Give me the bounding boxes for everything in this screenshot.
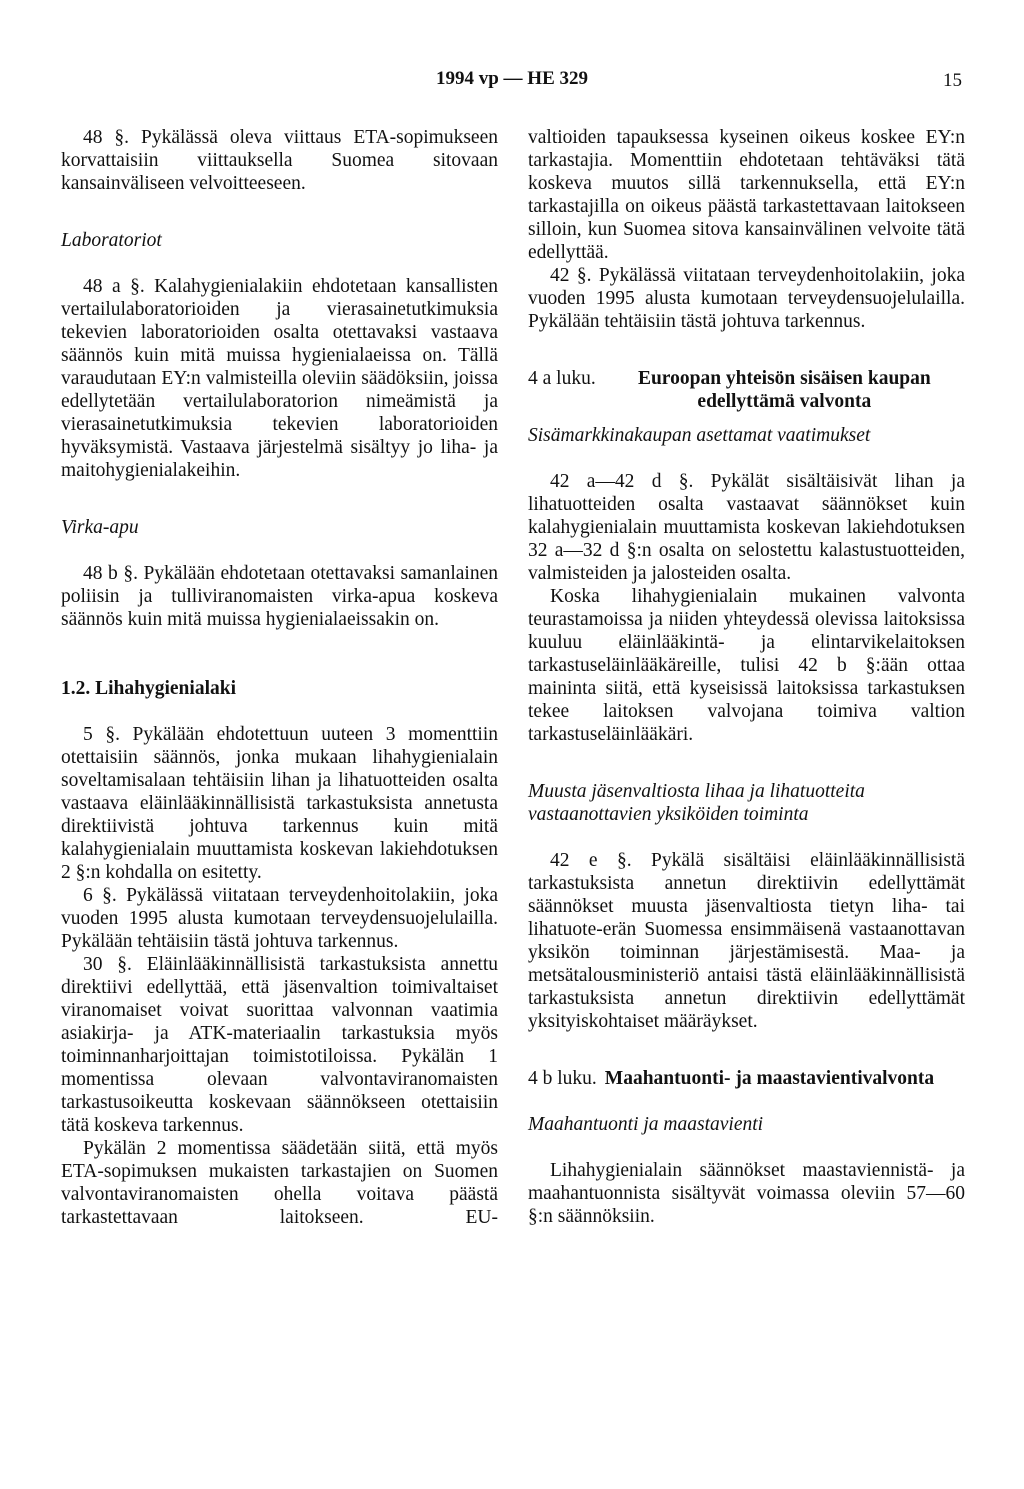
- chapter-heading-4a: [528, 367, 965, 413]
- left-column: [61, 126, 498, 1229]
- section-heading-lihahygienialaki: 1.2. Lihahygienialaki: [61, 678, 237, 699]
- chapter-title-4a: Euroopan yhteisön sisäisen kaupan edellyttämä valvonta: [637, 368, 931, 412]
- chapter-number-4a: 4 a luku.: [528, 368, 596, 389]
- heading-muusta-jasenvaltiosta: Muusta jäsenvaltiosta lihaa ja lihatuotteita vastaanottavien yksiköiden toiminta: [528, 781, 865, 825]
- paragraph-42a-42d: 42 a—42 d §. Pykälät sisältäisivät lihan ja lihatuotteiden osalta vastaavat säännökset kuin kalahygienialain muuttamista koskevan lakiehdotuksen 32 a—32 d §:n osalta on selostettu kalastustuotteiden, valmisteiden ja jalosteiden osalta.: [528, 471, 965, 584]
- paragraph-42: 42 §. Pykälässä viitataan terveydenhoitolakiin, joka vuoden 1995 alusta kumotaan terveydensuojelulailla. Pykälään tehtäisiin tästä johtuva tarkennus.: [528, 265, 965, 332]
- heading-maahantuonti: Maahantuonti ja maastavienti: [528, 1114, 764, 1135]
- paragraph-6: 6 §. Pykälässä viitataan terveydenhoitolakiin, joka vuoden 1995 alusta kumotaan terveydensuojelulailla. Pykälään tehtäisiin tästä johtuva tarkennus.: [61, 885, 498, 952]
- chapter-number-4b: 4 b luku.: [528, 1068, 597, 1089]
- chapter-heading-4b: [528, 1067, 965, 1090]
- heading-laboratoriot: Laboratoriot: [61, 230, 162, 251]
- paragraph-koska: Koska lihahygienialain mukainen valvonta teurastamoissa ja niiden yhteydessä olevissa laitoksissa kuuluu eläinlääkintä- ja elintarvikelaitoksen tarkastuseläinlääkäreille, tulisi 42 b §:ään ottaa maininta siitä, että kyseisissä laitoksissa tarkastuksen tekee laitoksen valvojana toimiva valtion tarkastuseläinlääkäri.: [528, 586, 965, 745]
- paragraph-48b: 48 b §. Pykälään ehdotetaan otettavaksi samanlainen poliisin ja tulliviranomaisten virka-apua koskeva säännös kuin mitä muissa hygienialaeissakin on.: [61, 563, 498, 630]
- paragraph-48: 48 §. Pykälässä oleva viittaus ETA-sopimukseen korvattaisiin viittauksella Suomea sitovaan kansainväliseen velvoitteeseen.: [61, 127, 498, 194]
- page-number: 15: [943, 70, 962, 91]
- paragraph-42e: 42 e §. Pykälä sisältäisi eläinlääkinnällisistä tarkastuksista annetun direktiivin edellyttämät säännökset muusta jäsenvaltiosta tietyn liha- tai lihatuote-erän Suomessa ensimmäisenä vastaanottavan yksikön toiminnan järjestämisestä. Maa- ja metsätalousministeriö antaisi tästä eläinlääkinnällisistä tarkastuksista annetun direktiivin edellyttämät yksityiskohtaiset määräykset.: [528, 850, 965, 1032]
- paragraph-30: 30 §. Eläinlääkinnällisistä tarkastuksista annettu direktiivi edellyttää, että jäsenvaltion toimivaltaiset viranomaiset voivat suorittaa valvonnan vaatimia asiakirja- ja ATK-materiaalin tarkastuksia myös toiminnanharjoittajan toimistotiloissa. Pykälän 1 momentissa olevaan valvontaviranomaisten tarkastusoikeutta koskevaan säännökseen otettaisiin tätä koskeva tarkennus.: [61, 954, 498, 1136]
- heading-sisamarkkinakaupan: Sisämarkkinakaupan asettamat vaatimukset: [528, 425, 871, 446]
- chapter-title-4b: Maahantuonti- ja maastavientivalvonta: [604, 1068, 935, 1089]
- paragraph-5: 5 §. Pykälään ehdotettuun uuteen 3 momenttiin otettaisiin säännös, jonka mukaan lihahygienialain soveltamisalaan tehtäisiin lihan ja lihatuotteiden osalta vastaava eläinlääkinnällisistä tarkastuksista annetusta direktiivistä johtuva tarkennus kuin mitä kalahygienialain muuttamista koskevan lakiehdotuksen 2 §:n kohdalla on esitetty.: [61, 724, 498, 883]
- paragraph-48a: 48 a §. Kalahygienialakiin ehdotetaan kansallisten vertailulaboratorioiden ja vierasainetutkimuksia tekevien laboratorioiden osalta otettavaksi vastaava säännös kuin mitä muissa hygienialaeissa on. Tällä varaudutaan EY:n valmisteilla oleviin säädöksiin, joissa edellytetään vertailulaboratorion nimeämistä ja vierasainetutkimuksia tekevien laboratorioiden hyväksymistä. Vastaava järjestelmä sisältyy jo liha- ja maitohygienialakeihin.: [61, 276, 498, 481]
- right-column: [528, 126, 965, 1228]
- paragraph-30-moment-2: Pykälän 2 momentissa säädetään siitä, että myös ETA-sopimuksen mukaisten tarkastajien on Suomen valvontaviranomaisten ohella voitava päästä tarkastettavaan laitokseen. EU-: [61, 1138, 498, 1228]
- running-header: 1994 vp — HE 329: [435, 68, 589, 89]
- heading-virka-apu: Virka-apu: [61, 517, 139, 538]
- paragraph-lihahygienialain: Lihahygienialain säännökset maastaviennistä- ja maahantuonnista sisältyvät voimassa oleviin 57—60 §:n säännöksiin.: [528, 1160, 965, 1227]
- paragraph-continued: valtioiden tapauksessa kyseinen oikeus koskee EY:n tarkastajia. Momenttiin ehdotetaan tehtäväksi tätä koskeva muutos sillä tarkennuksella, että EY:n tarkastajilla on oikeus päästä tarkastettavaan laitokseen silloin, kun Suomea sitova kansainvälinen velvoite tätä edellyttää.: [528, 127, 965, 263]
